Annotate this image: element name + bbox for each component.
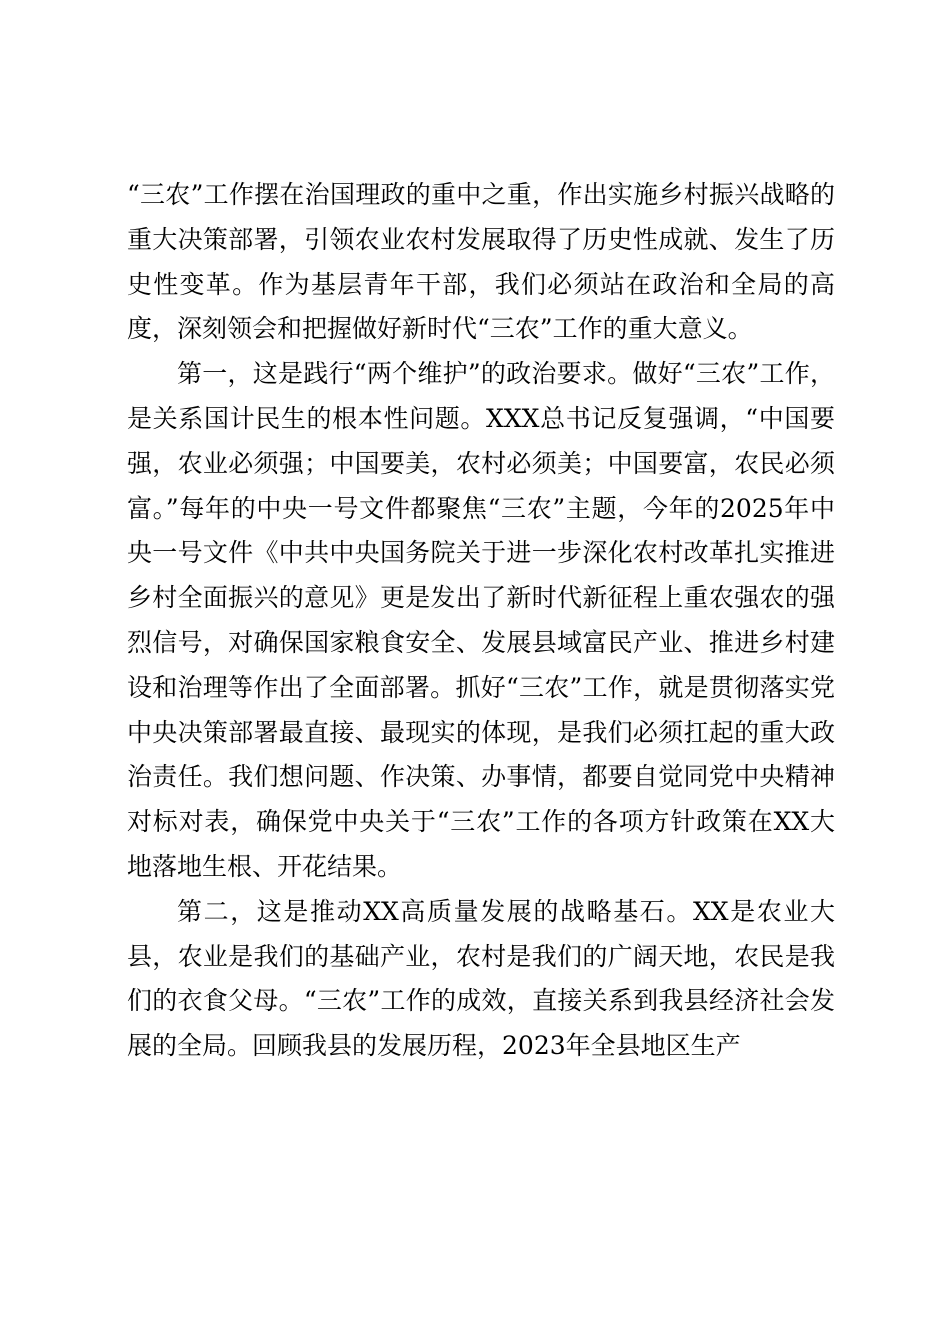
document-body xyxy=(127,173,835,1069)
paragraph-intro: “三农”工作摆在治国理政的重中之重，作出实施乡村振兴战略的重大决策部署，引领农业农村发展取得了历史性成就、发生了历史性变革。作为基层青年干部，我们必须站在政治和全局的高度，深刻领会和把握做好新时代“三农”工作的重大意义。 xyxy=(127,180,835,344)
paragraph-first-point: 第一，这是践行“两个维护”的政治要求。做好“三农”工作，是关系国计民生的根本性问题。XXX总书记反复强调，“中国要强，农业必须强；中国要美，农村必须美；中国要富，农民必须富。”每年的中央一号文件都聚焦“三农”主题，今年的2025年中央一号文件《中共中央国务院关于进一步深化农村改革扎实推进乡村全面振兴的意见》更是发出了新时代新征程上重农强农的强烈信号，对确保国家粮食安全、发展县域富民产业、推进乡村建设和治理等作出了全面部署。抓好“三农”工作，就是贯彻落实党中央决策部署最直接、最现实的体现，是我们必须扛起的重大政治责任。我们想问题、作决策、办事情，都要自觉同党中央精神对标对表，确保党中央关于“三农”工作的各项方针政策在XX大地落地生根、开花结果。 xyxy=(127,359,835,881)
paragraph-second-point: 第二，这是推动XX高质量发展的战略基石。XX是农业大县，农业是我们的基础产业，农村是我们的广阔天地，农民是我们的衣食父母。“三农”工作的成效，直接关系到我县经济社会发展的全局。回顾我县的发展历程，2023年全县地区生产 xyxy=(127,896,835,1061)
